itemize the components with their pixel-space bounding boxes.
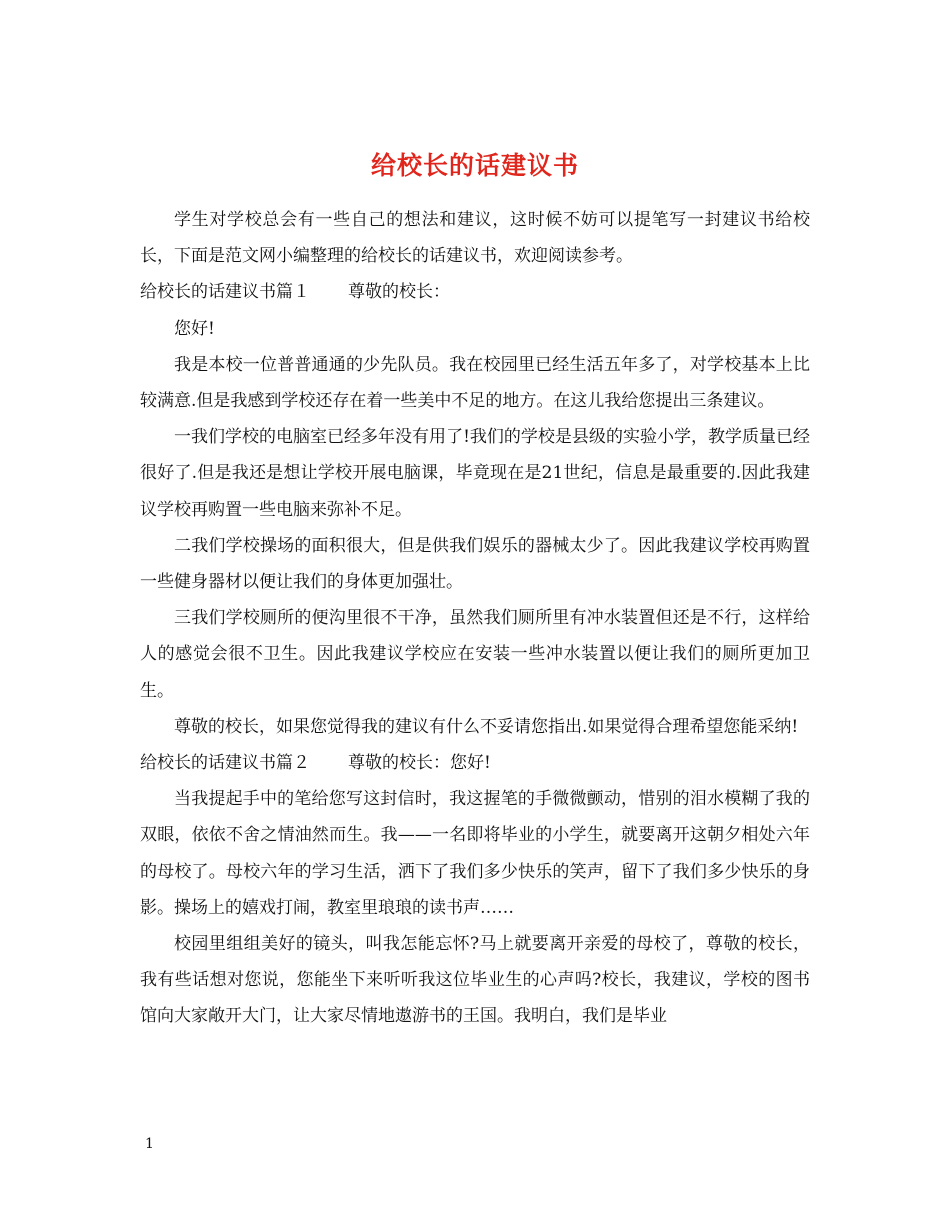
page-number: 1 [145, 1136, 154, 1152]
section-2-heading-line [140, 745, 810, 781]
section-1-paragraph: 一我们学校的电脑室已经多年没有用了!我们的学校是县级的实验小学，教学质量已经很好了.但是我还是想让学校开展电脑课，毕竟现在是21世纪，信息是最重要的.因此我建议学校再购置一些电脑来弥补不足。 [140, 427, 810, 520]
section-1-paragraph: 三我们学校厕所的便沟里很不干净，虽然我们厕所里有冲水装置但还是不行，这样给人的感觉会很不卫生。因此我建议学校应在安装一些冲水装置以便让我们的厕所更加卫生。 [140, 608, 810, 701]
section-1-heading: 给校长的话建议书篇１ [140, 282, 310, 303]
section-1-paragraph: 尊敬的校长，如果您觉得我的建议有什么不妥请您指出.如果觉得合理希望您能采纳! [174, 716, 799, 737]
document-title: 给校长的话建议书 [370, 150, 579, 180]
section-2-salutation: 尊敬的校长：您好! [348, 753, 491, 774]
intro-paragraph: 学生对学校总会有一些自己的想法和建议，这时候不妨可以提笔写一封建议书给校长，下面是范文网小编整理的给校长的话建议书，欢迎阅读参考。 [140, 210, 810, 267]
section-1-salutation: 尊敬的校长： [348, 282, 450, 303]
document-body [140, 202, 810, 1035]
section-1-paragraph: 我是本校一位普普通通的少先队员。我在校园里已经生活五年多了，对学校基本上比较满意.但是我感到学校还存在着一些美中不足的地方。在这儿我给您提出三条建议。 [140, 354, 810, 412]
section-2-heading: 给校长的话建议书篇２ [140, 753, 310, 774]
section-2-paragraph: 当我提起手中的笔给您写这封信时，我这握笔的手微微颤动，惜别的泪水模糊了我的双眼，依依不舍之情油然而生。我——一名即将毕业的小学生，就要离开这朝夕相处六年的母校了。母校六年的学习生活，洒下了我们多少快乐的笑声，留下了我们多少快乐的身影。操场上的嬉戏打闹，教室里琅琅的读书声…… [140, 789, 810, 918]
section-1-heading-line [140, 274, 810, 310]
section-1-greeting: 您好! [174, 318, 215, 339]
section-1-paragraph: 二我们学校操场的面积很大，但是供我们娱乐的器械太少了。因此我建议学校再购置一些健身器材以便让我们的身体更加强壮。 [140, 535, 810, 593]
section-2-paragraph: 校园里组组美好的镜头，叫我怎能忘怀?马上就要离开亲爱的母校了，尊敬的校长，我有些话想对您说，您能坐下来听听我这位毕业生的心声吗?校长，我建议，学校的图书馆向大家敞开大门，让大家尽情地遨游书的王国。我明白，我们是毕业 [140, 934, 810, 1027]
